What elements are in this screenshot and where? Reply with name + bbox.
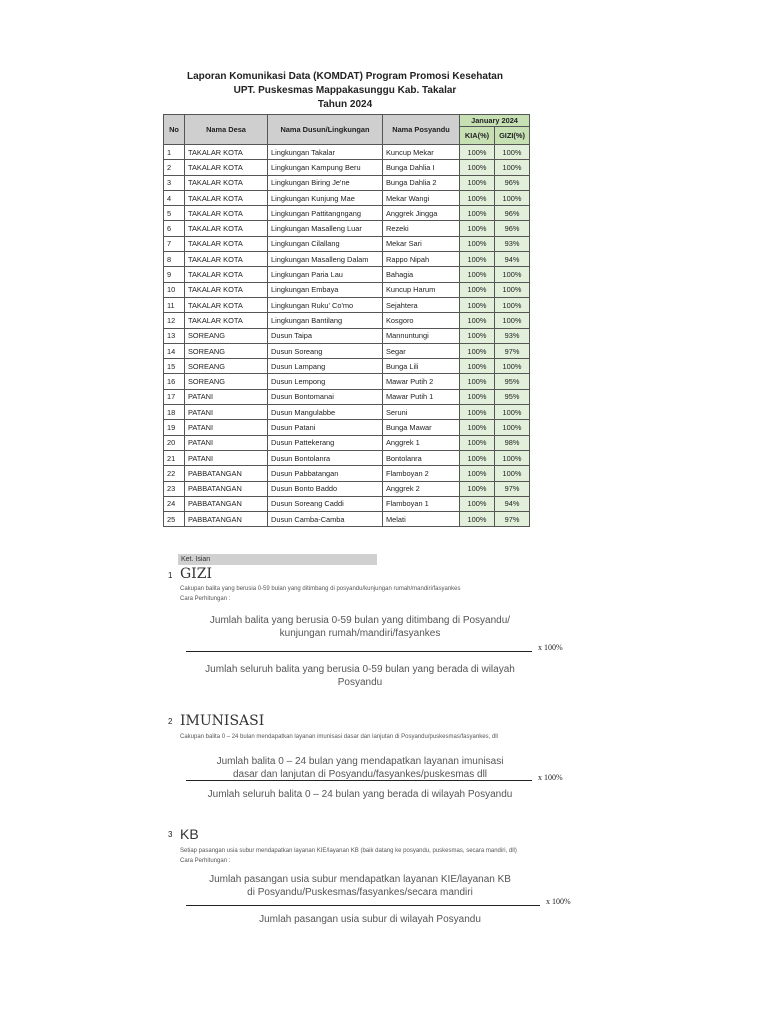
cell-kia: 100%	[460, 481, 495, 496]
cell-posyandu: Anggrek 1	[383, 435, 460, 450]
cell-gizi: 96%	[495, 175, 530, 190]
cell-no: 10	[164, 282, 185, 297]
gizi-numerator-line1: Jumlah balita yang berusia 0-59 bulan yang ditimbang di Posyandu/	[209, 615, 511, 626]
kb-numerator	[175, 873, 545, 899]
cell-kia: 100%	[460, 435, 495, 450]
cell-gizi: 97%	[495, 481, 530, 496]
cell-desa: TAKALAR KOTA	[185, 313, 268, 328]
table-row	[164, 328, 530, 343]
cell-kia: 100%	[460, 450, 495, 465]
cell-no: 17	[164, 389, 185, 404]
cell-desa: TAKALAR KOTA	[185, 175, 268, 190]
header-desa: Nama Desa	[185, 115, 268, 145]
kb-numerator-line1: Jumlah pasangan usia subur mendapatkan layanan KIE/layanan KB	[209, 874, 511, 885]
cell-no: 20	[164, 435, 185, 450]
kb-numerator-line2: di Posyandu/Puskesmas/fasyankes/secara mandiri	[247, 887, 473, 898]
kb-x100: x 100%	[546, 897, 571, 906]
cell-gizi: 100%	[495, 145, 530, 160]
section-title-kb: KB	[180, 826, 199, 842]
cell-desa: TAKALAR KOTA	[185, 160, 268, 175]
cell-desa: TAKALAR KOTA	[185, 267, 268, 282]
report-year: Tahun 2024	[317, 99, 373, 110]
kb-description: Setiap pasangan usia subur mendapatkan layanan KIE/layanan KB (baik datang ke posyandu, puskesmas, secara mandiri, dll)	[180, 848, 517, 854]
table-row	[164, 297, 530, 312]
cell-kia: 100%	[460, 374, 495, 389]
imunisasi-numerator-line2: dasar dan lanjutan di Posyandu/fasyankes/puskesmas dll	[232, 769, 488, 780]
cell-kia: 100%	[460, 512, 495, 527]
cell-kia: 100%	[460, 328, 495, 343]
cell-posyandu: Mawar Putih 1	[383, 389, 460, 404]
cell-posyandu: Melati	[383, 512, 460, 527]
gizi-description: Cakupan balita yang berusia 0-59 bulan yang ditimbang di posyandu/kunjungan rumah/mandiri/fasyankes	[180, 586, 461, 592]
cell-posyandu: Bontolanra	[383, 450, 460, 465]
cell-no: 14	[164, 343, 185, 358]
section-title-gizi: GIZI	[180, 566, 212, 582]
cell-desa: SOREANG	[185, 374, 268, 389]
cell-gizi: 96%	[495, 206, 530, 221]
cell-desa: PATANI	[185, 450, 268, 465]
cell-dusun: Lingkungan Cilallang	[268, 236, 383, 251]
cell-gizi: 93%	[495, 328, 530, 343]
gizi-denominator-line1: Jumlah seluruh balita yang berusia 0-59 bulan yang berada di wilayah	[205, 664, 515, 675]
cell-gizi: 100%	[495, 190, 530, 205]
section-number-kb: 3	[168, 830, 173, 839]
cell-dusun: Dusun Bonto Baddo	[268, 481, 383, 496]
cell-desa: PATANI	[185, 435, 268, 450]
cell-desa: SOREANG	[185, 328, 268, 343]
cell-gizi: 100%	[495, 313, 530, 328]
cell-posyandu: Flamboyan 2	[383, 466, 460, 481]
table-row	[164, 389, 530, 404]
table-row	[164, 145, 530, 160]
cell-posyandu: Bunga Mawar	[383, 420, 460, 435]
cell-desa: SOREANG	[185, 359, 268, 374]
cell-posyandu: Mekar Wangi	[383, 190, 460, 205]
cell-desa: TAKALAR KOTA	[185, 190, 268, 205]
cell-no: 23	[164, 481, 185, 496]
cell-no: 7	[164, 236, 185, 251]
table-row	[164, 313, 530, 328]
cell-posyandu: Rezeki	[383, 221, 460, 236]
cell-kia: 100%	[460, 160, 495, 175]
table-row	[164, 190, 530, 205]
cell-dusun: Lingkungan Pattitangngang	[268, 206, 383, 221]
imunisasi-denominator: Jumlah seluruh balita 0 – 24 bulan yang berada di wilayah Posyandu	[207, 789, 513, 800]
gizi-numerator	[180, 614, 540, 640]
cell-kia: 100%	[460, 297, 495, 312]
cell-dusun: Dusun Soreang Caddi	[268, 496, 383, 511]
cell-kia: 100%	[460, 252, 495, 267]
imunisasi-numerator-line1: Jumlah balita 0 – 24 bulan yang mendapatkan layanan imunisasi	[216, 756, 504, 767]
report-subtitle: UPT. Puskesmas Mappakasunggu Kab. Takalar	[233, 85, 457, 96]
table-row	[164, 282, 530, 297]
cell-posyandu: Kuncup Mekar	[383, 145, 460, 160]
cell-desa: TAKALAR KOTA	[185, 221, 268, 236]
cell-dusun: Lingkungan Masalleng Dalam	[268, 252, 383, 267]
cell-kia: 100%	[460, 175, 495, 190]
table-row	[164, 267, 530, 282]
header-no: No	[164, 115, 185, 145]
cell-desa: TAKALAR KOTA	[185, 282, 268, 297]
gizi-fraction-line	[186, 651, 532, 652]
cell-gizi: 93%	[495, 236, 530, 251]
cell-dusun: Dusun Lampang	[268, 359, 383, 374]
header-dusun: Nama Dusun/Lingkungan	[268, 115, 383, 145]
table-row	[164, 175, 530, 190]
cell-kia: 100%	[460, 466, 495, 481]
cell-no: 1	[164, 145, 185, 160]
table-body	[164, 145, 530, 527]
cell-kia: 100%	[460, 206, 495, 221]
table-row	[164, 236, 530, 251]
cell-dusun: Lingkungan Bantilang	[268, 313, 383, 328]
cell-gizi: 97%	[495, 512, 530, 527]
cell-dusun: Lingkungan Embaya	[268, 282, 383, 297]
cell-no: 16	[164, 374, 185, 389]
table-row	[164, 466, 530, 481]
imunisasi-description: Cakupan balita 0 – 24 bulan mendapatkan layanan imunisasi dasar dan lanjutan di Posyandu/puskesmas/fasyankes, dll	[180, 734, 498, 740]
cell-kia: 100%	[460, 190, 495, 205]
cell-desa: SOREANG	[185, 343, 268, 358]
cell-no: 8	[164, 252, 185, 267]
cell-dusun: Dusun Taipa	[268, 328, 383, 343]
cell-desa: PABBATANGAN	[185, 512, 268, 527]
cell-posyandu: Bunga Dahlia I	[383, 160, 460, 175]
cell-gizi: 95%	[495, 374, 530, 389]
cell-no: 5	[164, 206, 185, 221]
table-row	[164, 206, 530, 221]
cell-desa: TAKALAR KOTA	[185, 206, 268, 221]
table-row	[164, 221, 530, 236]
section-title-imunisasi: IMUNISASI	[180, 713, 265, 729]
cell-no: 19	[164, 420, 185, 435]
cell-dusun: Lingkungan Kampung Beru	[268, 160, 383, 175]
cell-gizi: 97%	[495, 343, 530, 358]
cell-posyandu: Segar	[383, 343, 460, 358]
cell-dusun: Dusun Mangulabbe	[268, 405, 383, 420]
cell-gizi: 100%	[495, 405, 530, 420]
table-row	[164, 343, 530, 358]
gizi-numerator-line2: kunjungan rumah/mandiri/fasyankes	[279, 628, 441, 639]
cell-gizi: 98%	[495, 435, 530, 450]
cell-gizi: 94%	[495, 496, 530, 511]
cell-dusun: Dusun Camba-Camba	[268, 512, 383, 527]
cell-dusun: Lingkungan Biring Je'ne	[268, 175, 383, 190]
header-kia: KIA(%)	[460, 127, 495, 145]
cell-posyandu: Mekar Sari	[383, 236, 460, 251]
cell-posyandu: Anggrek 2	[383, 481, 460, 496]
cell-gizi: 100%	[495, 297, 530, 312]
cell-posyandu: Flamboyan 1	[383, 496, 460, 511]
cell-kia: 100%	[460, 389, 495, 404]
cell-posyandu: Mannuntungi	[383, 328, 460, 343]
cell-posyandu: Bahagia	[383, 267, 460, 282]
cell-no: 18	[164, 405, 185, 420]
header-gizi: GIZI(%)	[495, 127, 530, 145]
gizi-denominator-line2: Posyandu	[337, 677, 383, 688]
cell-posyandu: Kosgoro	[383, 313, 460, 328]
cell-posyandu: Seruni	[383, 405, 460, 420]
cell-gizi: 100%	[495, 450, 530, 465]
cell-dusun: Lingkungan Ruku' Co'mo	[268, 297, 383, 312]
cell-desa: PABBATANGAN	[185, 481, 268, 496]
cell-gizi: 96%	[495, 221, 530, 236]
cell-no: 25	[164, 512, 185, 527]
cell-dusun: Dusun Patani	[268, 420, 383, 435]
cell-kia: 100%	[460, 221, 495, 236]
cell-no: 15	[164, 359, 185, 374]
cell-no: 11	[164, 297, 185, 312]
kb-denominator: Jumlah pasangan usia subur di wilayah Posyandu	[259, 914, 481, 925]
cell-kia: 100%	[460, 496, 495, 511]
cell-desa: PATANI	[185, 389, 268, 404]
cell-no: 22	[164, 466, 185, 481]
section-number-imunisasi: 2	[168, 717, 173, 726]
kb-cara-label: Cara Perhitungan :	[180, 858, 231, 864]
table-row	[164, 450, 530, 465]
report-title: Laporan Komunikasi Data (KOMDAT) Program Promosi Kesehatan	[187, 71, 503, 82]
cell-desa: PATANI	[185, 405, 268, 420]
cell-kia: 100%	[460, 236, 495, 251]
table-row	[164, 252, 530, 267]
table-row	[164, 512, 530, 527]
table-row	[164, 405, 530, 420]
cell-no: 12	[164, 313, 185, 328]
cell-dusun: Lingkungan Masalleng Luar	[268, 221, 383, 236]
table-row	[164, 435, 530, 450]
cell-dusun: Lingkungan Takalar	[268, 145, 383, 160]
cell-kia: 100%	[460, 359, 495, 374]
cell-gizi: 100%	[495, 160, 530, 175]
table-row	[164, 420, 530, 435]
cell-no: 3	[164, 175, 185, 190]
gizi-cara-label: Cara Perhitungan :	[180, 596, 231, 602]
header-posyandu: Nama Posyandu	[383, 115, 460, 145]
cell-posyandu: Mawar Putih 2	[383, 374, 460, 389]
cell-kia: 100%	[460, 145, 495, 160]
cell-no: 13	[164, 328, 185, 343]
table-row	[164, 374, 530, 389]
cell-posyandu: Bunga Lili	[383, 359, 460, 374]
cell-kia: 100%	[460, 313, 495, 328]
cell-gizi: 100%	[495, 420, 530, 435]
table-row	[164, 481, 530, 496]
cell-dusun: Dusun Lempong	[268, 374, 383, 389]
komdat-table	[163, 114, 530, 527]
header-period: January 2024	[460, 115, 530, 127]
cell-dusun: Dusun Soreang	[268, 343, 383, 358]
cell-posyandu: Anggrek Jingga	[383, 206, 460, 221]
cell-no: 21	[164, 450, 185, 465]
cell-kia: 100%	[460, 343, 495, 358]
cell-desa: TAKALAR KOTA	[185, 252, 268, 267]
cell-posyandu: Kuncup Harum	[383, 282, 460, 297]
cell-gizi: 95%	[495, 389, 530, 404]
cell-desa: PATANI	[185, 420, 268, 435]
cell-no: 24	[164, 496, 185, 511]
cell-kia: 100%	[460, 420, 495, 435]
ket-isian-label: Ket. Isian	[178, 554, 377, 565]
imunisasi-numerator	[175, 755, 545, 781]
gizi-x100: x 100%	[538, 643, 563, 652]
cell-gizi: 94%	[495, 252, 530, 267]
cell-desa: TAKALAR KOTA	[185, 145, 268, 160]
cell-desa: TAKALAR KOTA	[185, 297, 268, 312]
table-row	[164, 496, 530, 511]
imunisasi-fraction-line	[186, 780, 532, 781]
kb-fraction-line	[186, 905, 540, 906]
cell-no: 2	[164, 160, 185, 175]
cell-kia: 100%	[460, 282, 495, 297]
cell-gizi: 100%	[495, 359, 530, 374]
table-row	[164, 160, 530, 175]
cell-dusun: Dusun Pattekerang	[268, 435, 383, 450]
cell-posyandu: Sejahtera	[383, 297, 460, 312]
cell-gizi: 100%	[495, 466, 530, 481]
cell-dusun: Lingkungan Kunjung Mae	[268, 190, 383, 205]
cell-gizi: 100%	[495, 267, 530, 282]
cell-no: 6	[164, 221, 185, 236]
cell-kia: 100%	[460, 405, 495, 420]
cell-dusun: Dusun Bontomanai	[268, 389, 383, 404]
section-number-gizi: 1	[168, 571, 173, 580]
cell-desa: PABBATANGAN	[185, 466, 268, 481]
cell-dusun: Dusun Pabbatangan	[268, 466, 383, 481]
table-row	[164, 359, 530, 374]
cell-posyandu: Rappo Nipah	[383, 252, 460, 267]
imunisasi-x100: x 100%	[538, 773, 563, 782]
cell-no: 9	[164, 267, 185, 282]
cell-dusun: Dusun Bontolanra	[268, 450, 383, 465]
cell-dusun: Lingkungan Paria Lau	[268, 267, 383, 282]
gizi-denominator	[180, 663, 540, 689]
cell-desa: TAKALAR KOTA	[185, 236, 268, 251]
cell-gizi: 100%	[495, 282, 530, 297]
cell-no: 4	[164, 190, 185, 205]
cell-posyandu: Bunga Dahlia 2	[383, 175, 460, 190]
cell-kia: 100%	[460, 267, 495, 282]
cell-desa: PABBATANGAN	[185, 496, 268, 511]
